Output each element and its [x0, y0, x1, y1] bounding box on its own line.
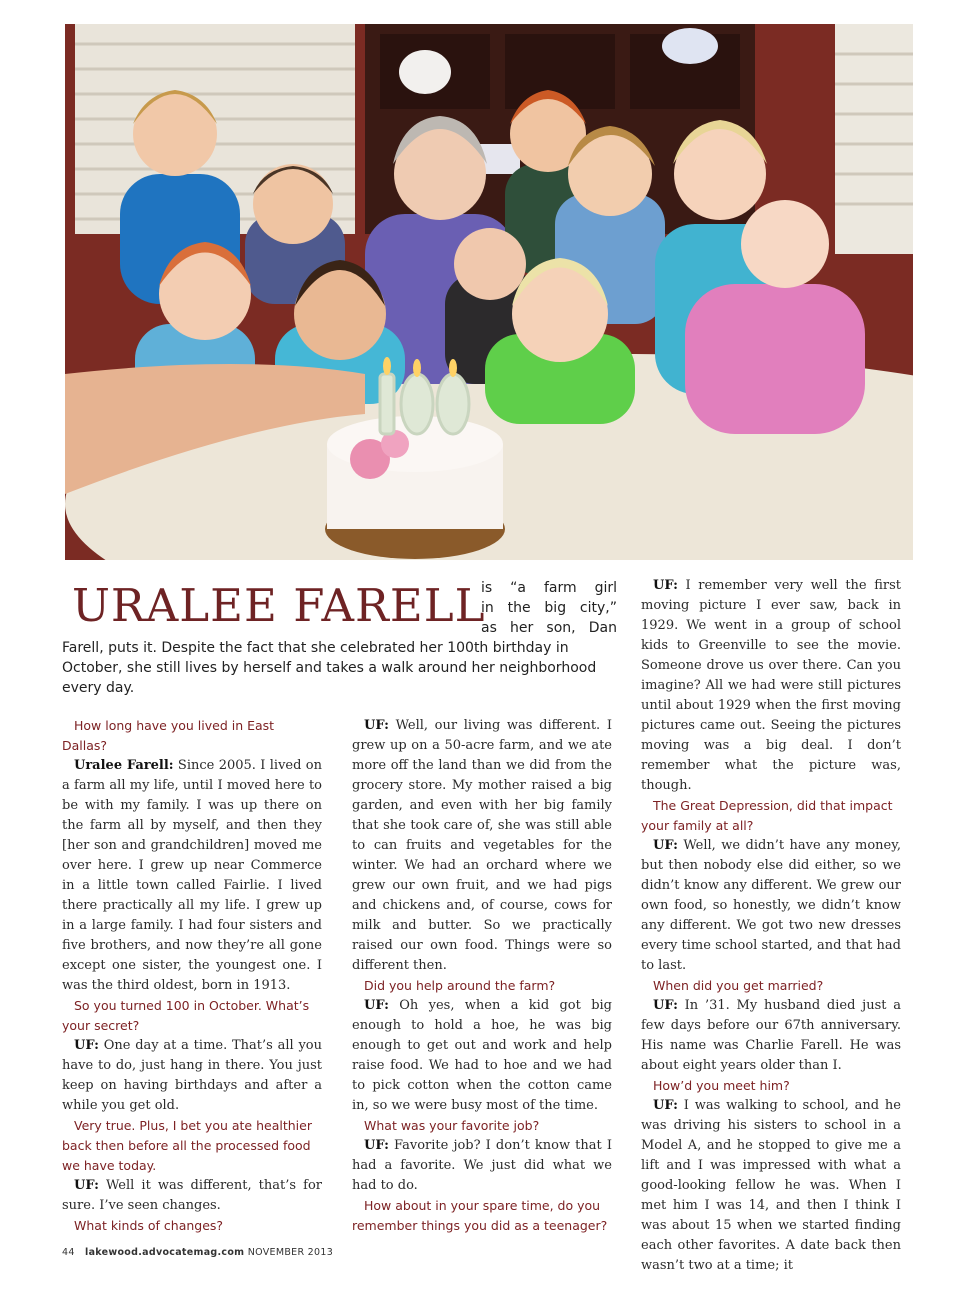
deck-line: Farell, puts it. Despite the fact that she celebrated her 100th birthday in: [62, 640, 569, 656]
interview-question: When did you get married?: [653, 978, 824, 993]
interview-answer: [352, 716, 612, 976]
interview-question: What kinds of changes?: [74, 1218, 224, 1233]
interview-answer: [641, 996, 901, 1076]
answer-text: Well, our living was different. I grew up on a 50-acre farm, and we ate more off the land than we did from the grocery store. My mother raised a big garden, and even with her big family that she took care of, she was still able to can fruits and vegetables for the winter. We had an orchard where we grew our own fruit, and we had pigs and chickens and, of course, cows for milk and butter. So we practically raised our own food. Things were so different then.: [352, 718, 612, 973]
speaker-label: UF:: [653, 578, 678, 593]
interview-answer: [641, 1096, 901, 1276]
speaker-label: UF:: [364, 1138, 389, 1153]
deck-line: as her son, Dan: [481, 620, 617, 636]
interview-answer: [352, 996, 612, 1116]
deck-intro-right: [481, 578, 617, 638]
answer-text: Oh yes, when a kid got big enough to hold a hoe, he was big enough to get out and work and help raise food. We had to hoe and we had to pick cotton when the cotton came in, so we were busy most of the time.: [352, 998, 612, 1113]
interview-question: Did you help around the farm?: [364, 978, 556, 993]
speaker-label: Uralee Farell:: [74, 758, 174, 773]
interview-question: How about in your spare time, do you remember things you did as a teenager?: [352, 1198, 608, 1233]
interview-answer: [641, 576, 901, 796]
interview-question: Very true. Plus, I bet you ate healthier back then before all the processed food we have today.: [62, 1118, 312, 1173]
interview-answer: [641, 836, 901, 976]
interview-answer: [62, 1176, 322, 1216]
interview-column-1: [62, 716, 322, 1236]
answer-text: One day at a time. That’s all you have to do, just hang in there. You just keep on having birthdays and after a while you get old.: [62, 1038, 322, 1113]
deck-line: is “a farm girl: [481, 580, 617, 596]
issue-date: NOVEMBER 2013: [247, 1247, 334, 1258]
interview-question: So you turned 100 in October. What’s your secret?: [62, 998, 310, 1033]
page-footer: [62, 1247, 333, 1258]
interview-answer: [352, 1136, 612, 1196]
deck-line: October, she still lives by herself and takes a walk around her neighborhood: [62, 660, 597, 676]
interview-answer: [62, 1036, 322, 1116]
answer-text: In ’31. My husband died just a few days before our 67th anniversary. His name was Charlie Farell. He was about eight years older than I.: [641, 998, 901, 1073]
answer-text: I was walking to school, and he was driving his sisters to school in a Model A, and he stopped to give me a lift and I was impressed with what a good-looking fellow he was. When I met him I was 14, and then I think I was about 15 when we started finding each other favorites. A date back then wasn’t two at a time; it: [641, 1098, 901, 1273]
interview-question: What was your favorite job?: [364, 1118, 540, 1133]
interview-answer: [62, 756, 322, 996]
deck-line: in the big city,”: [481, 600, 617, 616]
speaker-label: UF:: [364, 998, 389, 1013]
speaker-label: UF:: [364, 718, 389, 733]
speaker-label: UF:: [74, 1178, 99, 1193]
speaker-label: UF:: [653, 838, 678, 853]
interview-question: How’d you meet him?: [653, 1078, 790, 1093]
interview-column-3: [641, 576, 901, 1276]
interview-question: How long have you lived in East Dallas?: [62, 718, 275, 753]
answer-text: I remember very well the first moving picture I ever saw, back in 1929. We went in a group of school kids to Greenville to see the movie. Someone drove us over there. Can you imagine? All we had were still pictures until about 1929 when the first moving pictures came out. Seeing the pictures moving was a big deal. I don’t remember what the picture was, though.: [641, 578, 901, 793]
answer-text: Favorite job? I don’t know that I had a favorite. We just did what we had to do.: [352, 1138, 612, 1193]
answer-text: Well, we didn’t have any money, but then nobody else did either, so we didn’t know any different. We grew our own food, so honestly, we didn’t know any different. We got two new dresses every time school started, and that had to last.: [641, 838, 901, 973]
birthday-photo: [65, 24, 913, 560]
speaker-label: UF:: [653, 998, 678, 1013]
article-headline: URALEE FARELL: [72, 579, 486, 632]
interview-column-2: [352, 716, 612, 1236]
birthday-scene-illustration: [65, 24, 913, 560]
answer-text: Well it was different, that’s for sure. I’ve seen changes.: [62, 1178, 322, 1213]
speaker-label: UF:: [653, 1098, 678, 1113]
speaker-label: UF:: [74, 1038, 99, 1053]
website-url: lakewood.advocatemag.com: [85, 1247, 245, 1258]
answer-text: Since 2005. I lived on a farm all my life, until I moved here to be with my family. I was up there on the farm all by myself, and then they [her son and grandchildren] moved me over here. I grew up near Commerce in a little town called Fairlie. I lived there practically all my life. I grew up in a large family. I had four sisters and five brothers, and now they’re all gone except one sister, the youngest one. I was the third oldest, born in 1913.: [62, 758, 322, 993]
page-number: 44: [62, 1247, 75, 1258]
interview-question: The Great Depression, did that impact your family at all?: [641, 798, 893, 833]
deck-line: every day.: [62, 680, 135, 696]
deck-intro-bottom: [62, 638, 617, 698]
